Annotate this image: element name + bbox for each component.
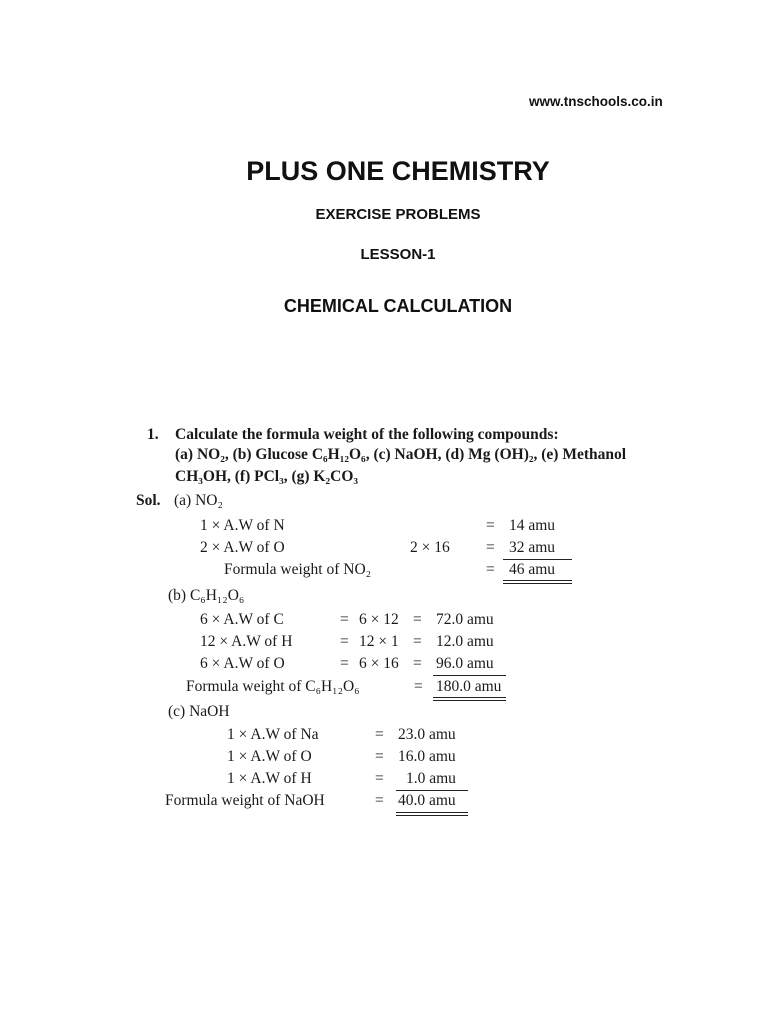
equals-sign: = [375, 792, 384, 809]
lesson-label: LESSON-1 [360, 246, 436, 263]
equals-sign: = [340, 633, 349, 650]
row-calculation: 12 × 1 [359, 633, 399, 650]
row-label: 1 × A.W of Na [227, 726, 319, 743]
total-underline [503, 580, 572, 581]
row-result: 72.0 amu [436, 611, 494, 628]
row-result: 1.0 amu [406, 770, 456, 787]
row-calculation: 6 × 16 [359, 655, 399, 672]
row-result: 12.0 amu [436, 633, 494, 650]
row-calculation: 6 × 12 [359, 611, 399, 628]
question-number: 1. [147, 426, 159, 443]
total-label: Formula weight of NO₂ [224, 561, 372, 578]
page-title: PLUS ONE CHEMISTRY [246, 156, 550, 186]
total-underline [396, 812, 468, 813]
total-double-underline [433, 700, 506, 701]
part-c-heading: (c) NaOH [168, 703, 230, 720]
row-label: 1 × A.W of H [227, 770, 312, 787]
equals-sign: = [340, 655, 349, 672]
equals-sign: = [375, 770, 384, 787]
row-label: 2 × A.W of O [200, 539, 285, 556]
total-underline [433, 697, 506, 698]
sum-rule [503, 559, 572, 560]
total-double-underline [396, 815, 468, 816]
row-label: 12 × A.W of H [200, 633, 293, 650]
equals-sign: = [414, 678, 423, 695]
row-calculation: 2 × 16 [410, 539, 450, 556]
row-result: 16.0 amu [398, 748, 456, 765]
row-label: 1 × A.W of N [200, 517, 285, 534]
solution-label: Sol. [136, 492, 161, 509]
equals-sign: = [486, 561, 495, 578]
total-double-underline [503, 583, 572, 584]
equals-sign: = [413, 611, 422, 628]
sum-rule [396, 790, 468, 791]
row-label: 1 × A.W of O [227, 748, 312, 765]
sum-rule [433, 675, 506, 676]
website-url: www.tnschools.co.in [529, 94, 663, 109]
part-b-heading: (b) C₆H₁₂O₆ [168, 587, 245, 604]
row-result: 96.0 amu [436, 655, 494, 672]
question-text-line2: (a) NO₂, (b) Glucose C₆H₁₂O₆, (c) NaOH, (d) Mg (OH)₂, (e) Methanol [175, 446, 627, 463]
equals-sign: = [486, 539, 495, 556]
equals-sign: = [375, 726, 384, 743]
total-label: Formula weight of C₆H₁₂O₆ [186, 678, 360, 695]
question-text-line1: Calculate the formula weight of the following compounds: [175, 426, 559, 443]
question-text-line3: CH₃OH, (f) PCl₃, (g) K₂CO₃ [175, 468, 359, 485]
row-result: 14 amu [509, 517, 556, 534]
part-a-heading: (a) NO₂ [174, 492, 223, 509]
total-result: 40.0 amu [398, 792, 456, 809]
row-label: 6 × A.W of O [200, 655, 285, 672]
equals-sign: = [375, 748, 384, 765]
total-result: 46 amu [509, 561, 556, 578]
subtitle: EXERCISE PROBLEMS [315, 206, 481, 223]
row-result: 32 amu [509, 539, 556, 556]
row-label: 6 × A.W of C [200, 611, 284, 628]
equals-sign: = [340, 611, 349, 628]
total-label: Formula weight of NaOH [165, 792, 325, 809]
equals-sign: = [413, 633, 422, 650]
row-result: 23.0 amu [398, 726, 456, 743]
equals-sign: = [486, 517, 495, 534]
total-result: 180.0 amu [436, 678, 502, 695]
equals-sign: = [413, 655, 422, 672]
chapter-title: CHEMICAL CALCULATION [283, 296, 513, 316]
